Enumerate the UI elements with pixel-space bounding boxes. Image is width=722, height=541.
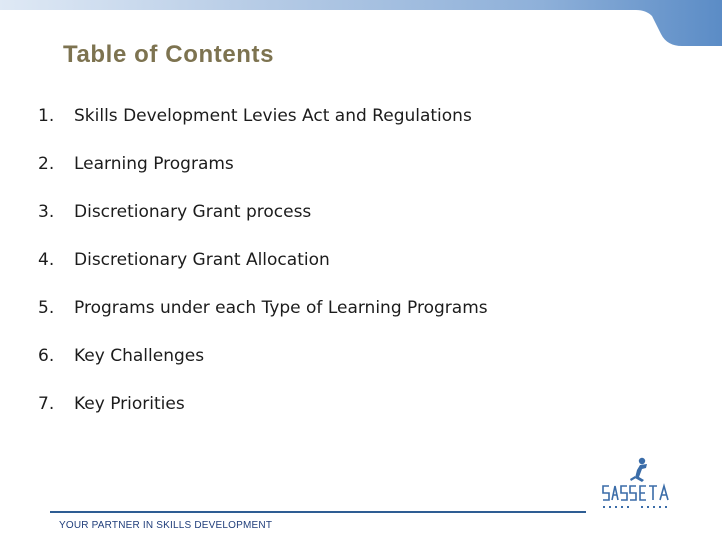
figure-icon (630, 458, 647, 482)
toc-number: 3. (38, 202, 55, 222)
toc-item-1 (38, 106, 488, 154)
toc-item-3 (38, 202, 488, 250)
logo-wordmark (603, 486, 668, 500)
toc-label: Skills Development Levies Act and Regulations (74, 106, 472, 126)
page-title: Table of Contents (63, 41, 275, 68)
toc-label: Learning Programs (74, 154, 234, 174)
toc-number: 7. (38, 394, 55, 414)
toc-number: 2. (38, 154, 55, 174)
footer-divider (50, 511, 586, 513)
toc-label: Discretionary Grant Allocation (74, 250, 330, 270)
toc-label: Key Priorities (74, 394, 185, 414)
footer-tagline: YOUR PARTNER IN SKILLS DEVELOPMENT (59, 520, 273, 531)
toc-item-6 (38, 346, 488, 394)
toc-number: 1. (38, 106, 55, 126)
header-bar (0, 0, 722, 46)
toc-number: 5. (38, 298, 55, 318)
toc-item-2 (38, 154, 488, 202)
logo-subtitle-dots (603, 506, 667, 508)
table-of-contents (38, 106, 488, 442)
toc-number: 6. (38, 346, 55, 366)
toc-item-4 (38, 250, 488, 298)
sasseta-logo (600, 455, 680, 517)
toc-label: Discretionary Grant process (74, 202, 312, 222)
toc-label: Key Challenges (74, 346, 205, 366)
toc-item-5 (38, 298, 488, 346)
toc-item-7 (38, 394, 488, 442)
toc-label: Programs under each Type of Learning Programs (74, 298, 488, 318)
toc-number: 4. (38, 250, 55, 270)
